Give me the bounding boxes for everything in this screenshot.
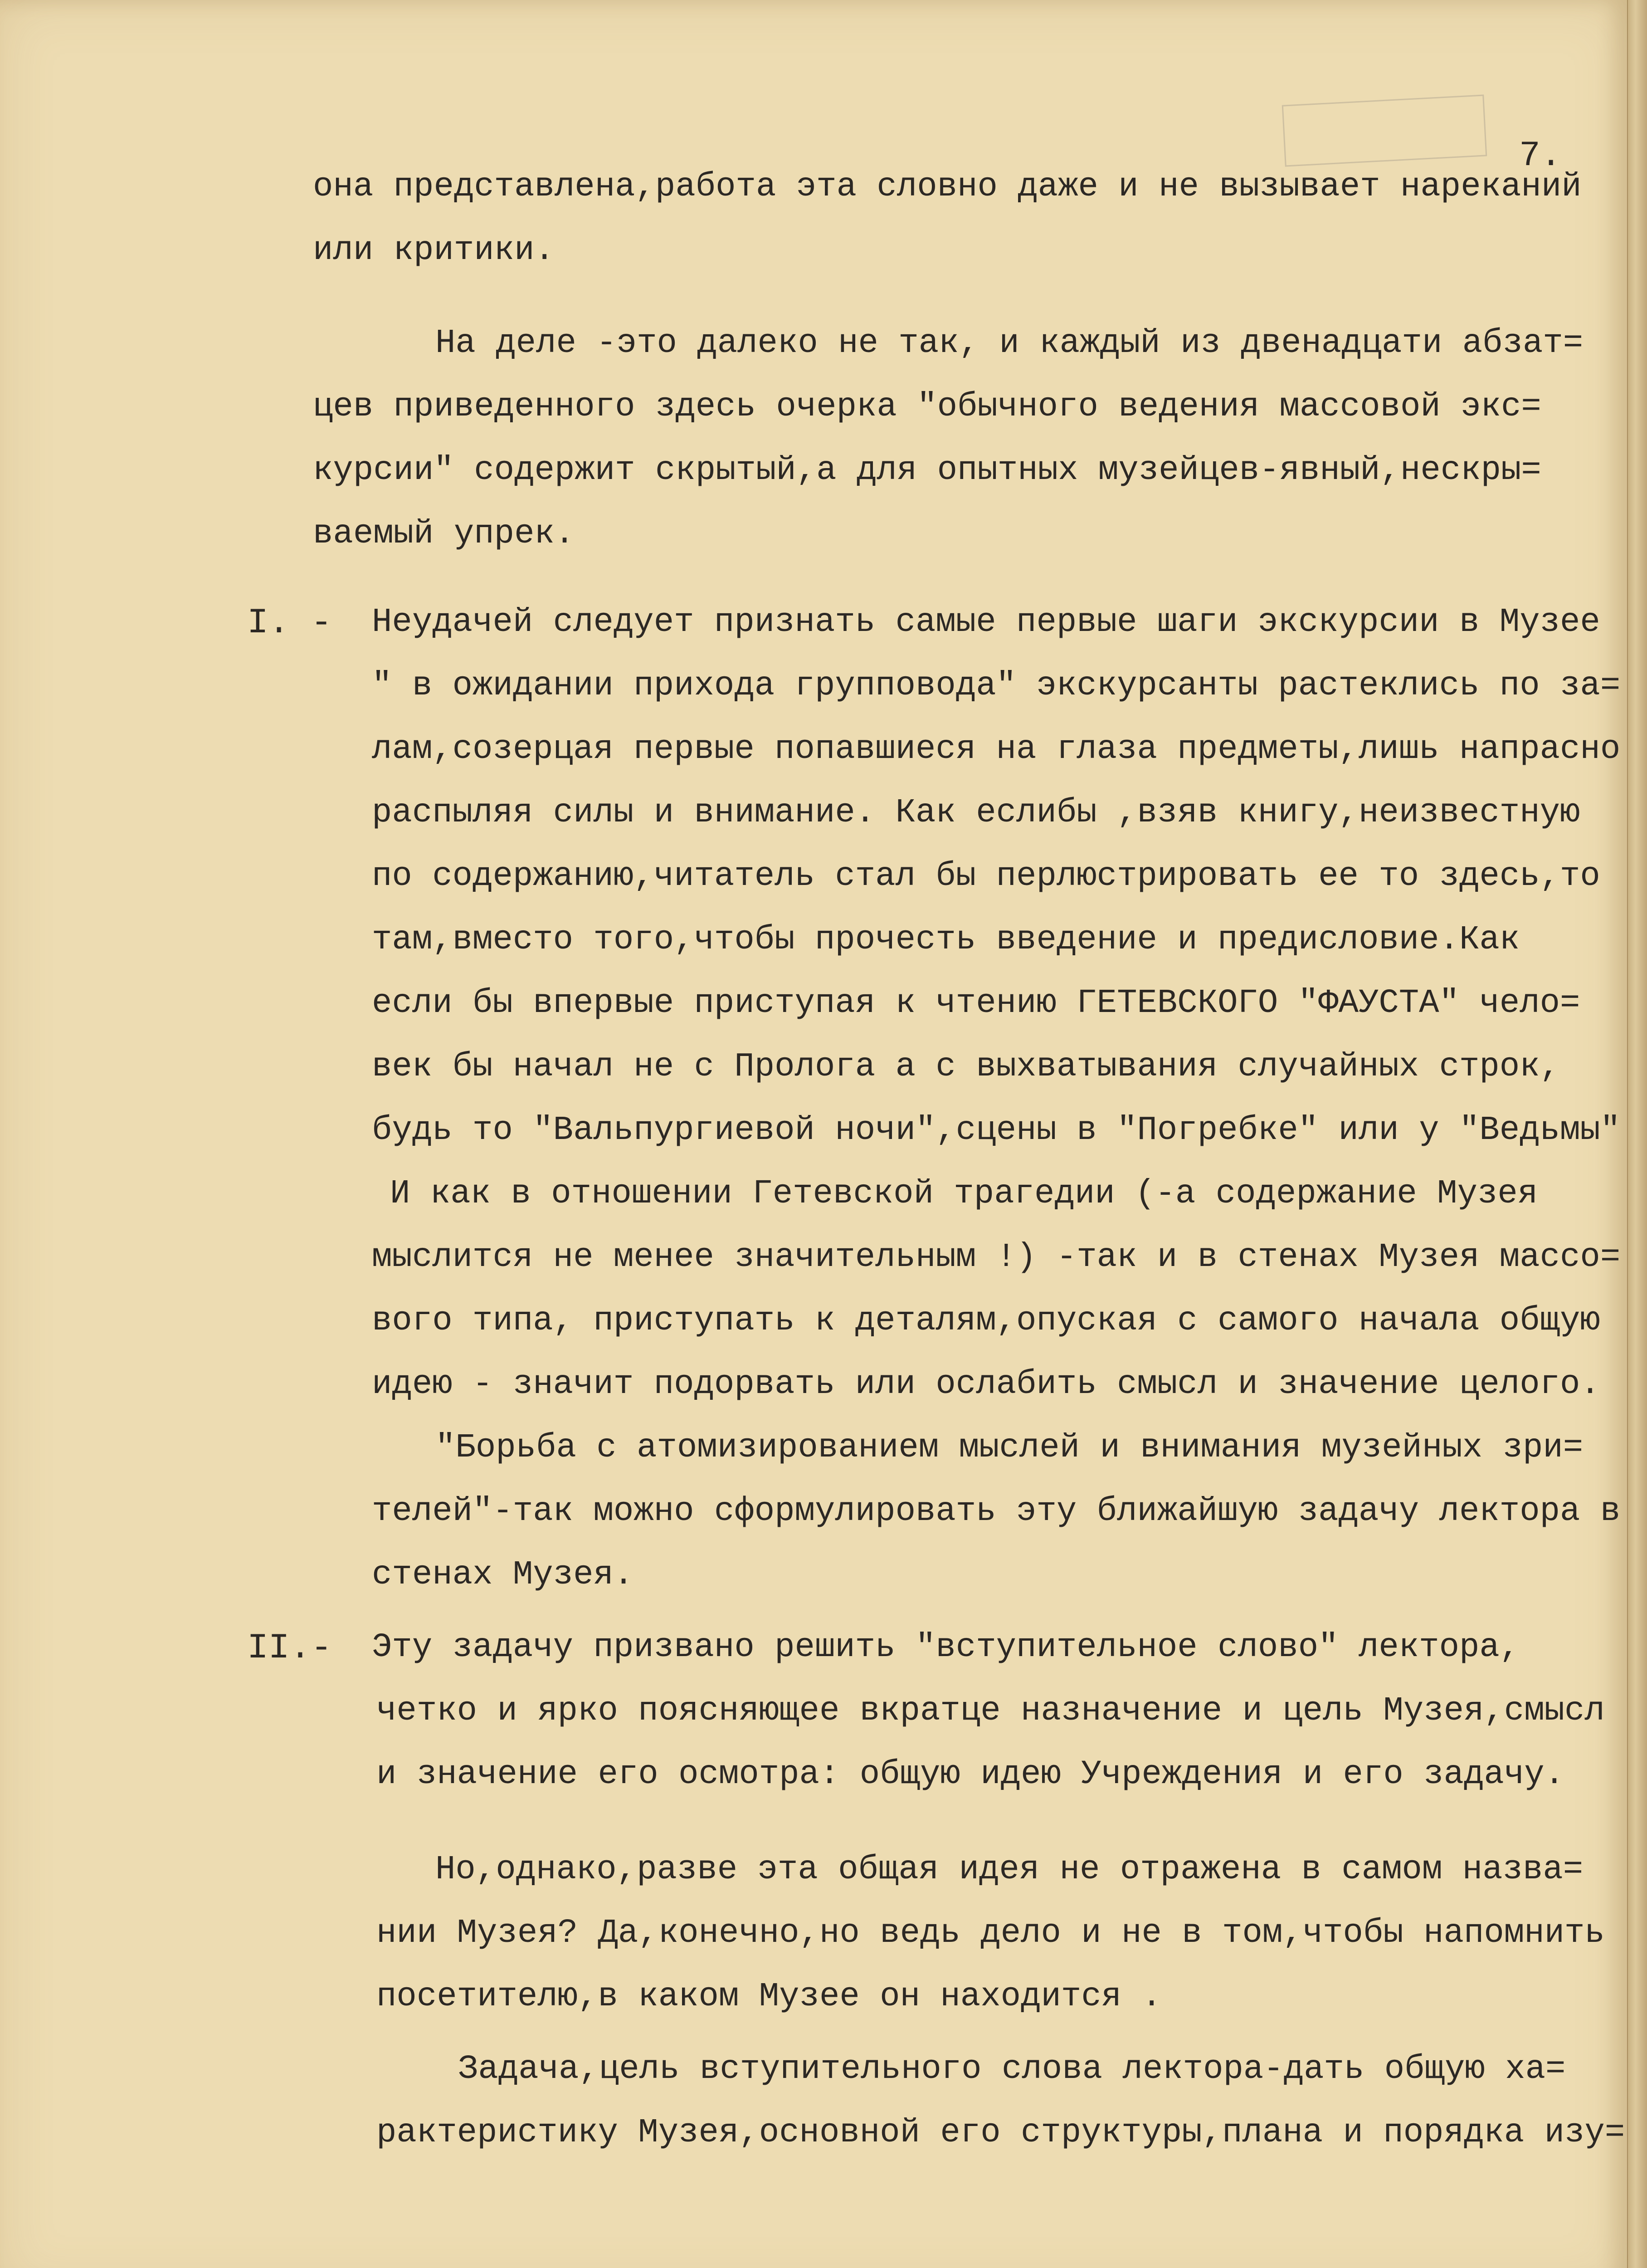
text-line: она представлена,работа эта словно даже и не вызывает нареканий [313, 168, 1582, 206]
text-line: Эту задачу призвано решить "вступительное слово" лектора, [372, 1628, 1520, 1667]
text-line: распыляя силы и внимание. Как еслибы ,взяв книгу,неизвестную [372, 794, 1580, 832]
text-line: И как в отношении Гетевской трагедии (-а содержание Музея [390, 1175, 1538, 1213]
text-line: нии Музея? Да,конечно,но ведь дело и не в том,чтобы напомнить [376, 1914, 1605, 1952]
text-line: рактеристику Музея,основной его структуры,плана и порядка изу= [376, 2114, 1625, 2152]
text-line: и значение его осмотра: общую идею Учреждения и его задачу. [376, 1755, 1565, 1794]
text-line: там,вместо того,чтобы прочесть введение и предисловие.Как [372, 921, 1520, 959]
page-edge [1627, 0, 1647, 2268]
text-line: "Борьба с атомизированием мыслей и внимания музейных зри= [435, 1429, 1584, 1467]
section-marker: I. - [247, 603, 332, 643]
text-line: четко и ярко поясняющее вкратце назначение и цель Музея,смысл [376, 1692, 1605, 1730]
page-number: 7. [1519, 136, 1562, 176]
text-line: век бы начал не с Пролога а с выхватывания случайных строк, [372, 1048, 1560, 1086]
text-line: вого типа, приступать к деталям,опуская с самого начала общую [372, 1302, 1600, 1340]
text-line: ваемый упрек. [313, 515, 575, 553]
text-line: На деле -это далеко не так, и каждый из двенадцати абзат= [435, 324, 1584, 362]
section-marker: II.- [247, 1628, 332, 1668]
text-line: курсии" содержит скрытый,а для опытных музейцев-явный,нескры= [313, 451, 1541, 489]
archive-stamp [1282, 94, 1487, 166]
text-line: если бы впервые приступая к чтению ГЕТЕВСКОГО "ФАУСТА" чело= [372, 984, 1580, 1022]
text-line: посетителю,в каком Музее он находится . [376, 1978, 1162, 2016]
text-line: идею - значит подорвать или ослабить смысл и значение целого. [372, 1365, 1600, 1403]
text-line: по содержанию,читатель стал бы перлюстрировать ее то здесь,то [372, 857, 1600, 895]
text-line: лам,созерцая первые попавшиеся на глаза предметы,лишь напрасно [372, 730, 1621, 768]
text-line: будь то "Вальпургиевой ночи",сцены в "Погребке" или у "Ведьмы" [372, 1111, 1621, 1149]
text-line: мыслится не менее значительным !) -так и в стенах Музея массо= [372, 1238, 1621, 1276]
text-line: телей"-так можно сформулировать эту ближайшую задачу лектора в [372, 1492, 1621, 1530]
text-line: Но,однако,разве эта общая идея не отражена в самом назва= [435, 1851, 1584, 1889]
text-line: Задача,цель вступительного слова лектора-дать общую ха= [458, 2050, 1566, 2088]
text-line: " в ожидании прихода групповода" экскурсанты растеклись по за= [372, 667, 1621, 705]
text-line: цев приведенного здесь очерка "обычного ведения массовой экс= [313, 388, 1541, 426]
text-line: стенах Музея. [372, 1556, 634, 1594]
text-line: или критики. [313, 231, 555, 269]
text-line: Неудачей следует признать самые первые шаги экскурсии в Музее [372, 603, 1600, 641]
